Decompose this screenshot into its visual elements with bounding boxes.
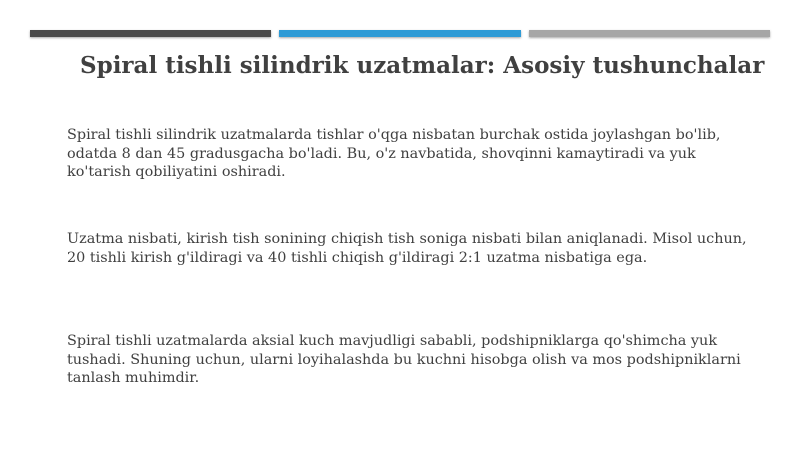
paragraph-gear-ratio: Uzatma nisbati, kirish tish sonining chiqish tish soniga nisbati bilan aniqlanadi. Misol uchun, 20 tishli kirish g'ildiragi va 40 tishli chiqish g'ildiragi 2:1 uzatma nisbatiga ega. [67,231,747,266]
accent-bar-blue [279,30,521,37]
slide-title: Spiral tishli silindrik uzatmalar: Asosiy tushunchalar [80,52,765,79]
paragraph-axial-force: Spiral tishli uzatmalarda aksial kuch mavjudligi sababli, podshipniklarga qo'shimcha yuk tushadi. Shuning uchun, ularni loyihalashda bu kuchni hisobga olish va mos podshipniklarni tanlash muhimdir. [67,333,741,386]
accent-bar-gray [529,30,770,37]
paragraph-helix-angle: Spiral tishli silindrik uzatmalarda tishlar o'qga nisbatan burchak ostida joylashgan bo'lib, odatda 8 dan 45 gradusgacha bo'ladi. Bu, o'z navbatida, shovqinni kamaytiradi va yuk ko'tarish qobiliyatini oshiradi. [67,127,721,180]
accent-bar-dark [30,30,271,37]
